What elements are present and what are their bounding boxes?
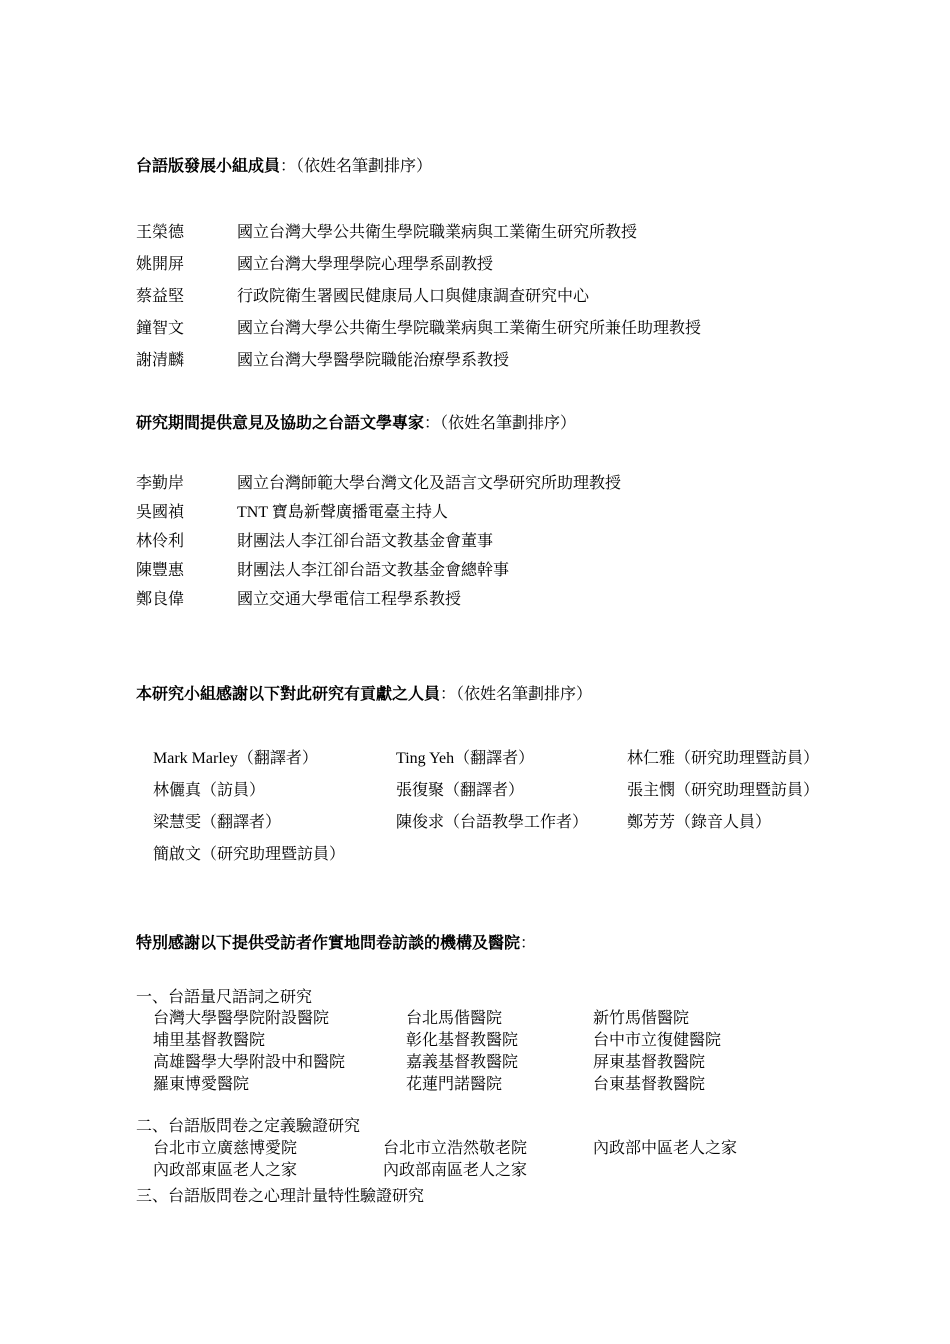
contributor: 鄭芳芳（錄音人員） <box>627 812 772 831</box>
institution: 新竹馬偕醫院 <box>593 1008 690 1027</box>
member-title: 國立台灣大學公共衛生學院職業病與工業衛生研究所兼任助理教授 <box>237 318 702 337</box>
institution: 台北市立浩然敬老院 <box>383 1138 528 1157</box>
member-row <box>136 283 836 307</box>
section4-heading-title: 特別感謝以下提供受訪者作實地問卷訪談的機構及醫院 <box>136 933 521 952</box>
contributor: 梁慧雯（翻譯者） <box>153 812 282 831</box>
member-name: 李勤岸 <box>136 473 185 492</box>
institution: 台中市立復健醫院 <box>593 1030 722 1049</box>
institution: 內政部東區老人之家 <box>153 1160 298 1179</box>
member-name: 林伶利 <box>136 531 185 550</box>
section3-heading <box>136 681 592 704</box>
subsection3-title: 三、台語版問卷之心理計量特性驗證研究 <box>136 1186 425 1205</box>
contributor: 張主憫（研究助理暨訪員） <box>627 780 820 799</box>
institution: 內政部中區老人之家 <box>593 1138 738 1157</box>
institution: 羅東博愛醫院 <box>153 1074 250 1093</box>
contributor: 陳俊求（台語教學工作者） <box>396 812 589 831</box>
institution: 彰化基督教醫院 <box>406 1030 519 1049</box>
contributor: Mark Marley（翻譯者） <box>153 750 318 767</box>
member-name: 吳國禎 <box>136 502 185 521</box>
section4-heading-note: ： <box>520 933 537 952</box>
section1-heading-note: ：（依姓名筆劃排序） <box>280 156 433 175</box>
subsection1-title: 一、台語量尺語詞之研究 <box>136 987 313 1006</box>
institution: 內政部南區老人之家 <box>383 1160 528 1179</box>
section4-heading <box>136 930 536 953</box>
member-row <box>136 219 836 243</box>
section3-heading-note: ：（依姓名筆劃排序） <box>440 684 593 703</box>
section3-heading-title: 本研究小組感謝以下對此研究有貢獻之人員 <box>136 684 441 703</box>
member-row <box>136 470 836 494</box>
member-row <box>136 499 836 523</box>
section2-heading-title: 研究期間提供意見及協助之台語文學專家 <box>136 413 425 432</box>
contributor: Ting Yeh（翻譯者） <box>396 750 535 767</box>
member-title: TNT 寶島新聲廣播電臺主持人 <box>237 504 448 521</box>
member-title: 行政院衛生署國民健康局人口與健康調查研究中心 <box>237 286 590 305</box>
institution: 屏東基督教醫院 <box>593 1052 706 1071</box>
member-name: 姚開屏 <box>136 254 185 273</box>
member-name: 王榮德 <box>136 222 185 241</box>
subsection2-title: 二、台語版問卷之定義驗證研究 <box>136 1116 361 1135</box>
institution: 台北馬偕醫院 <box>406 1008 503 1027</box>
institution: 嘉義基督教醫院 <box>406 1052 519 1071</box>
institution: 花蓮門諾醫院 <box>406 1074 503 1093</box>
member-name: 謝清麟 <box>136 350 185 369</box>
section2-heading <box>136 410 576 433</box>
member-row <box>136 557 836 581</box>
member-title: 財團法人李江卻台語文教基金會總幹事 <box>237 560 510 579</box>
section2-heading-note: ：（依姓名筆劃排序） <box>424 413 577 432</box>
member-name: 陳豐惠 <box>136 560 185 579</box>
institution: 埔里基督教醫院 <box>153 1030 266 1049</box>
institution: 台北市立廣慈博愛院 <box>153 1138 298 1157</box>
institution: 台灣大學醫學院附設醫院 <box>153 1008 330 1027</box>
contributor: 林儷真（訪員） <box>153 780 266 799</box>
member-row <box>136 586 836 610</box>
contributor: 張復聚（翻譯者） <box>396 780 525 799</box>
member-title: 國立台灣大學理學院心理學系副教授 <box>237 254 494 273</box>
member-title: 國立台灣大學醫學院職能治療學系教授 <box>237 350 510 369</box>
member-title: 國立台灣師範大學台灣文化及語言文學研究所助理教授 <box>237 473 622 492</box>
member-title: 國立台灣大學公共衛生學院職業病與工業衛生研究所教授 <box>237 222 638 241</box>
member-row <box>136 528 836 552</box>
member-name: 鐘智文 <box>136 318 185 337</box>
member-row <box>136 251 836 275</box>
member-row <box>136 315 836 339</box>
section1-heading-title: 台語版發展小組成員 <box>136 156 281 175</box>
institution: 高雄醫學大學附設中和醫院 <box>153 1052 346 1071</box>
contributor: 林仁雅（研究助理暨訪員） <box>627 748 820 767</box>
section1-heading <box>136 153 432 176</box>
member-name: 鄭良偉 <box>136 589 185 608</box>
member-name: 蔡益堅 <box>136 286 185 305</box>
institution: 台東基督教醫院 <box>593 1074 706 1093</box>
member-title: 國立交通大學電信工程學系教授 <box>237 589 462 608</box>
member-row <box>136 347 836 371</box>
member-title: 財團法人李江卻台語文教基金會董事 <box>237 531 494 550</box>
contributor: 簡啟文（研究助理暨訪員） <box>153 844 346 863</box>
